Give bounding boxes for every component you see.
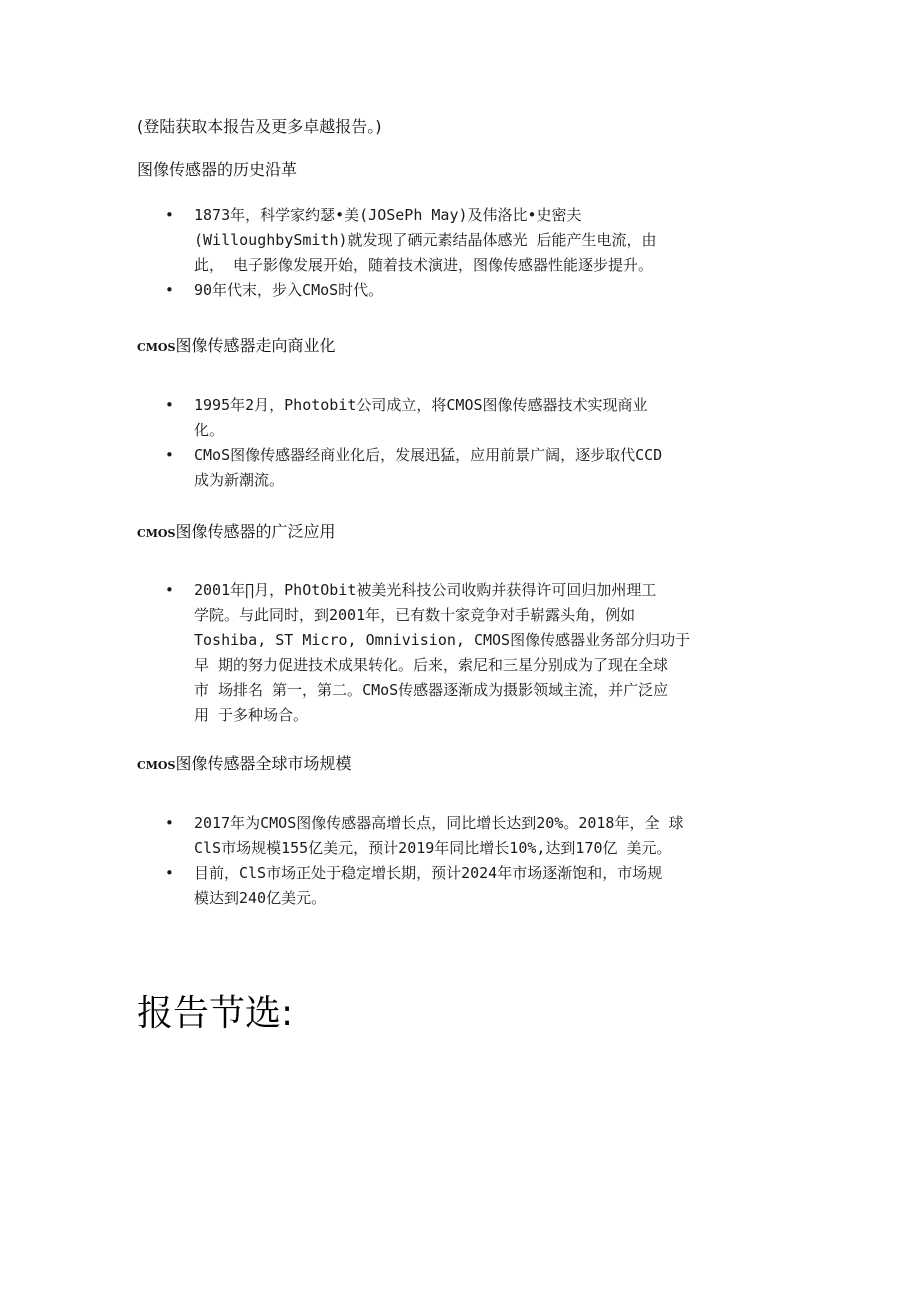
section-heading-commercialization bbox=[137, 335, 335, 359]
heading-text: 图像传感器的历史沿革 bbox=[137, 160, 298, 179]
bullet-list-commercialization bbox=[165, 393, 662, 493]
line: • CMoS图像传感器经商业化后，发展迅猛，应用前景广阔，逐步取代CCD bbox=[194, 446, 663, 464]
line: Toshiba, ST Micro, Omnivision, CMOS图像传感器业务部分归功于 bbox=[194, 631, 691, 649]
heading-latin: CMOS bbox=[137, 759, 176, 772]
list-item bbox=[165, 278, 657, 303]
bullet-list-market-size bbox=[165, 811, 684, 911]
list-item bbox=[165, 393, 662, 443]
list-item bbox=[165, 861, 684, 911]
list-item bbox=[165, 443, 662, 493]
heading-latin: CMOS bbox=[137, 527, 176, 540]
section-heading-market-size bbox=[137, 753, 351, 777]
bullet-list-history bbox=[165, 203, 657, 303]
heading-text: 图像传感器全球市场规模 bbox=[175, 754, 352, 773]
line: • 90年代末，步入CMoS时代。 bbox=[194, 281, 384, 299]
line: (WilloughbySmith)就发现了硒元素结晶体感光 后能产生电流，由 bbox=[194, 231, 657, 249]
heading-text: 图像传感器走向商业化 bbox=[175, 336, 336, 355]
list-item bbox=[165, 578, 690, 728]
line: 此， 电子影像发展开始，随着技术演进，图像传感器性能逐步提升。 bbox=[194, 256, 654, 274]
line: 模达到240亿美元。 bbox=[194, 889, 327, 907]
section-heading-history bbox=[137, 159, 297, 183]
heading-latin: CMOS bbox=[137, 341, 176, 354]
heading-text: 图像传感器的广泛应用 bbox=[175, 522, 336, 541]
line: • 2017年为CMOS图像传感器高增长点，同比增长达到20%。2018年，全 球 bbox=[194, 814, 684, 832]
line: 成为新潮流。 bbox=[194, 471, 285, 489]
line: ClS市场规模155亿美元，预计2019年同比增长10%,达到170亿 美元。 bbox=[194, 839, 672, 857]
line: • 1995年2月，Photobit公司成立，将CMOS图像传感器技术实现商业 bbox=[194, 396, 648, 414]
line: 早 期的努力促进技术成果转化。后来，索尼和三星分别成为了现在全球 bbox=[194, 656, 669, 674]
login-note: (登陆获取本报告及更多卓越报告。) bbox=[137, 117, 382, 136]
line: • 1873年，科学家约瑟•美(JOSePh May)及伟洛比•史密夫 bbox=[194, 206, 582, 224]
line: • 目前，ClS市场正处于稳定增长期，预计2024年市场逐渐饱和，市场规 bbox=[194, 864, 663, 882]
list-item bbox=[165, 203, 657, 278]
bullet-list-applications bbox=[165, 578, 690, 728]
section-heading-applications bbox=[137, 521, 335, 545]
report-excerpt-title: 报告节选: bbox=[137, 993, 294, 1034]
line: 市 场排名 第一，第二。CMoS传感器逐渐成为摄影领域主流，并广泛应 bbox=[194, 681, 669, 699]
line: 化。 bbox=[194, 421, 225, 439]
line: 用 于多种场合。 bbox=[194, 706, 309, 724]
list-item bbox=[165, 811, 684, 861]
line: 学院。与此同时，到2001年，已有数十家竞争对手崭露头角，例如 bbox=[194, 606, 636, 624]
line: • 2001年∏月，PhOtObit被美光科技公司收购并获得许可回归加州理工 bbox=[194, 581, 657, 599]
